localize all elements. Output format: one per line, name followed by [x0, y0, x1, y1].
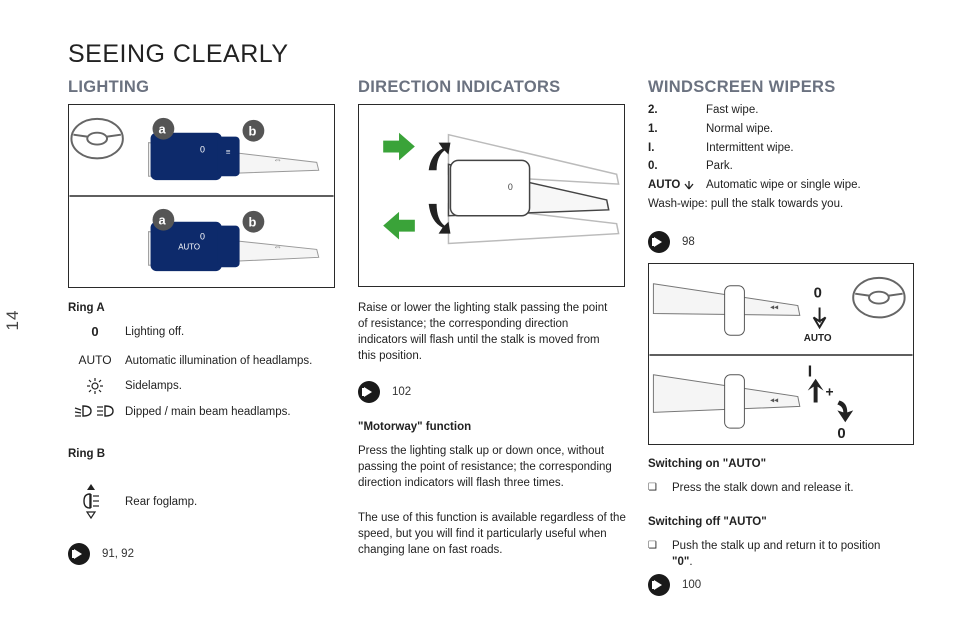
svg-text:0: 0: [507, 182, 513, 193]
page-ref-icon[interactable]: [358, 381, 380, 403]
down-arrow-icon: [837, 400, 853, 422]
wiper-mode-park: 0. Park.: [648, 160, 733, 172]
wipers-figure: [648, 263, 914, 445]
switching-off-heading: Switching off "AUTO": [648, 516, 767, 528]
svg-text:⇔: ⇔: [273, 241, 283, 252]
ring-b-heading: Ring B: [68, 448, 106, 460]
svg-text:AUTO: AUTO: [803, 333, 832, 345]
svg-text:0: 0: [837, 426, 846, 443]
dipped-main-beam-icon: [60, 404, 130, 421]
lighting-off-text: Lighting off.: [125, 326, 185, 338]
down-arrow-icon: [814, 308, 826, 328]
steering-wheel-icon: [853, 278, 904, 318]
svg-text:a: a: [158, 121, 166, 137]
wiper-mode-intermittent: I. Intermittent wipe.: [648, 142, 794, 154]
switching-on-bullet: ❏ Press the stalk down and release it.: [648, 482, 854, 494]
rear-foglamp-icon: [56, 484, 126, 523]
page-ref-icon[interactable]: [648, 574, 670, 596]
lighting-illustration: [69, 105, 334, 287]
stalk-zero-label: 0: [200, 144, 205, 155]
motorway-heading: "Motorway" function: [358, 421, 472, 433]
wipers-ref-1[interactable]: 98: [648, 231, 695, 253]
svg-text:0: 0: [813, 285, 822, 302]
direction-ref[interactable]: 102: [358, 381, 411, 403]
down-arrow-icon: [684, 180, 694, 190]
wipers-title: WINDSCREEN WIPERS: [648, 78, 836, 96]
ring-a-heading: Ring A: [68, 302, 105, 314]
sidelamps-text: Sidelamps.: [125, 380, 182, 392]
right-arrow-icon: [383, 133, 415, 161]
wipers-ref-2[interactable]: 100: [648, 574, 701, 596]
lighting-title: LIGHTING: [68, 78, 150, 96]
ring-a-upper: [151, 133, 222, 180]
sidelamps-icon: [60, 378, 130, 397]
lighting-figure: [68, 104, 335, 288]
switching-off-bullet: ❏ Push the stalk up and return it to position "0".: [648, 540, 881, 568]
left-arrow-icon: [383, 212, 415, 240]
ring-off-icon: 0: [91, 324, 99, 339]
page-ref-icon[interactable]: [68, 543, 90, 565]
wiper-mode-normal: 1. Normal wipe.: [648, 123, 774, 135]
down-curve-arrow-icon: [429, 204, 451, 234]
svg-text:⇔: ⇔: [273, 154, 283, 165]
svg-text:I: I: [807, 363, 813, 381]
direction-figure: [358, 104, 625, 287]
auto-symbol: AUTO: [78, 353, 112, 367]
svg-text:a: a: [158, 212, 166, 228]
direction-paragraph: Raise or lower the lighting stalk passing the point of resistance; the corresponding direction indicators will flash until the stalk is moved from this position.: [358, 302, 608, 362]
ring-b-lower: [218, 226, 240, 268]
switching-on-heading: Switching on "AUTO": [648, 458, 767, 470]
page-title: SEEING CLEARLY: [68, 40, 289, 68]
lighting-ref[interactable]: 91, 92: [68, 543, 134, 565]
page-ref-icon[interactable]: [648, 231, 670, 253]
svg-text:b: b: [248, 123, 257, 139]
dipped-main-beam-text: Dipped / main beam headlamps.: [125, 406, 291, 418]
steering-wheel-icon: [71, 119, 122, 159]
page-number: 14: [3, 309, 22, 331]
direction-title: DIRECTION INDICATORS: [358, 78, 561, 96]
svg-text:≡: ≡: [225, 147, 231, 157]
rear-foglamp-text: Rear foglamp.: [125, 496, 198, 508]
direction-illustration: [359, 105, 624, 286]
svg-text:0: 0: [200, 231, 205, 242]
svg-text:◂◂: ◂◂: [770, 395, 779, 405]
svg-text:b: b: [248, 214, 257, 230]
wash-wipe-text: Wash-wipe: pull the stalk towards you.: [648, 198, 844, 210]
svg-text:◂◂: ◂◂: [770, 302, 779, 312]
up-curve-arrow-icon: [429, 143, 451, 171]
motorway-paragraph-1: Press the lighting stalk up or down once, without passing the point of resistance; the corresponding direction indicators will flash three times.: [358, 445, 612, 489]
svg-text:+: +: [825, 383, 834, 400]
bullet-icon: ❏: [648, 482, 657, 493]
auto-illumination-text: Automatic illumination of headlamps.: [125, 355, 313, 367]
wiper-mode-auto: AUTO Automatic wipe or single wipe.: [648, 179, 861, 191]
wiper-mode-fast: 2. Fast wipe.: [648, 104, 759, 116]
stalk-auto-label: AUTO: [178, 242, 201, 252]
wipers-illustration: [649, 264, 913, 444]
bullet-icon: ❏: [648, 540, 657, 551]
motorway-paragraph-2: The use of this function is available regardless of the speed, but you will find it particularly useful when changing lane on fast roads.: [358, 512, 626, 556]
up-arrow-icon: [808, 379, 824, 403]
